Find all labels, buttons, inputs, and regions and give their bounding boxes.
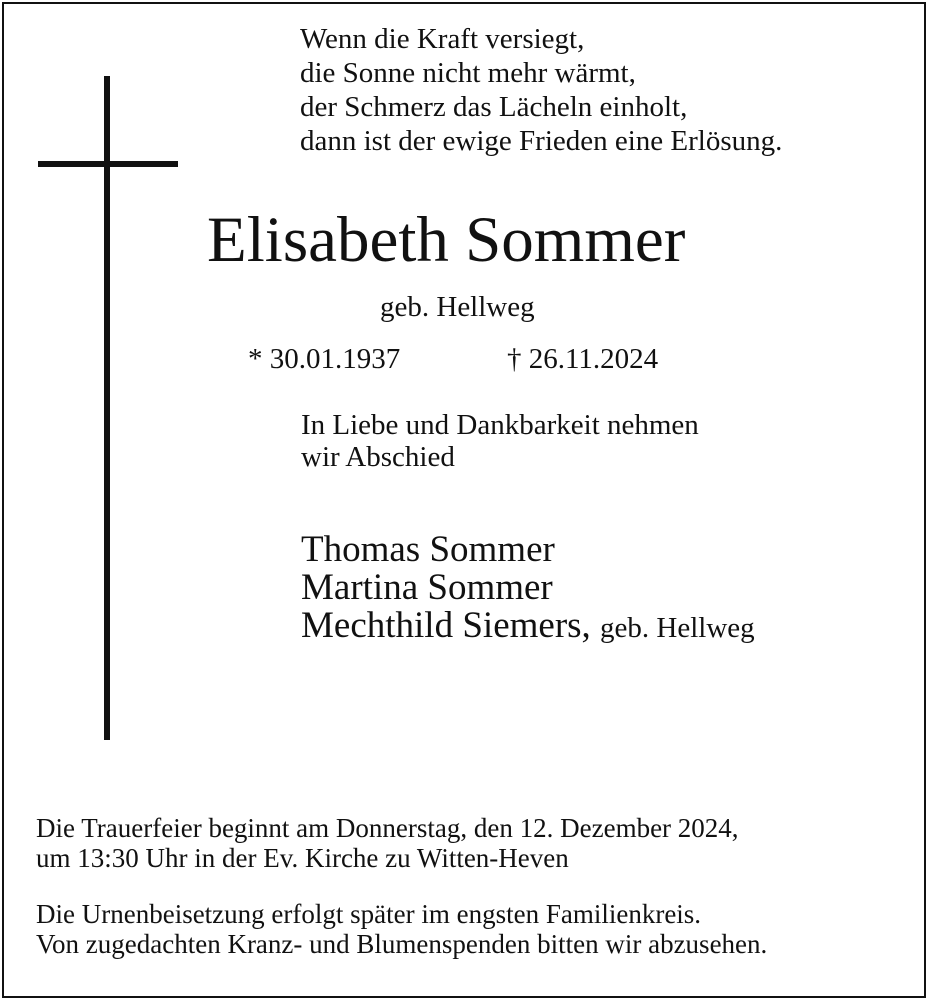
farewell-line: In Liebe und Dankbarkeit nehmen <box>301 409 699 441</box>
deceased-name: Elisabeth Sommer <box>207 204 686 276</box>
cross-icon <box>104 76 110 740</box>
cross-icon-bar <box>38 161 178 167</box>
mourner-entry <box>301 607 755 647</box>
service-line: um 13:30 Uhr in der Ev. Kirche zu Witten-Heven <box>36 843 569 873</box>
mourner-name: Martina Sommer <box>301 567 553 608</box>
burial-line: Von zugedachten Kranz- und Blumenspenden bitten wir abzusehen. <box>36 929 768 959</box>
poem <box>300 22 782 158</box>
poem-line: Wenn die Kraft versiegt, <box>300 23 585 55</box>
burial-info <box>36 899 767 959</box>
service-info <box>36 813 739 873</box>
poem-line: dann ist der ewige Frieden eine Erlösung. <box>300 125 783 157</box>
service-line: Die Trauerfeier beginnt am Donnerstag, den 12. Dezember 2024, <box>36 813 739 843</box>
mourner-maiden-name: geb. Hellweg <box>600 612 755 644</box>
mourners-list <box>301 531 755 647</box>
farewell-line: wir Abschied <box>301 441 455 473</box>
maiden-name: geb. Hellweg <box>380 291 535 323</box>
farewell-text <box>301 409 699 473</box>
poem-line: der Schmerz das Lächeln einholt, <box>300 91 688 123</box>
mourner-name: Mechthild Siemers, <box>301 605 591 646</box>
obituary-frame <box>2 2 926 998</box>
death-date: † 26.11.2024 <box>507 343 659 375</box>
birth-date: * 30.01.1937 <box>248 343 401 375</box>
poem-line: die Sonne nicht mehr wärmt, <box>300 57 636 89</box>
burial-line: Die Urnenbeisetzung erfolgt später im engsten Familienkreis. <box>36 899 702 929</box>
mourner-name: Thomas Sommer <box>301 529 555 570</box>
